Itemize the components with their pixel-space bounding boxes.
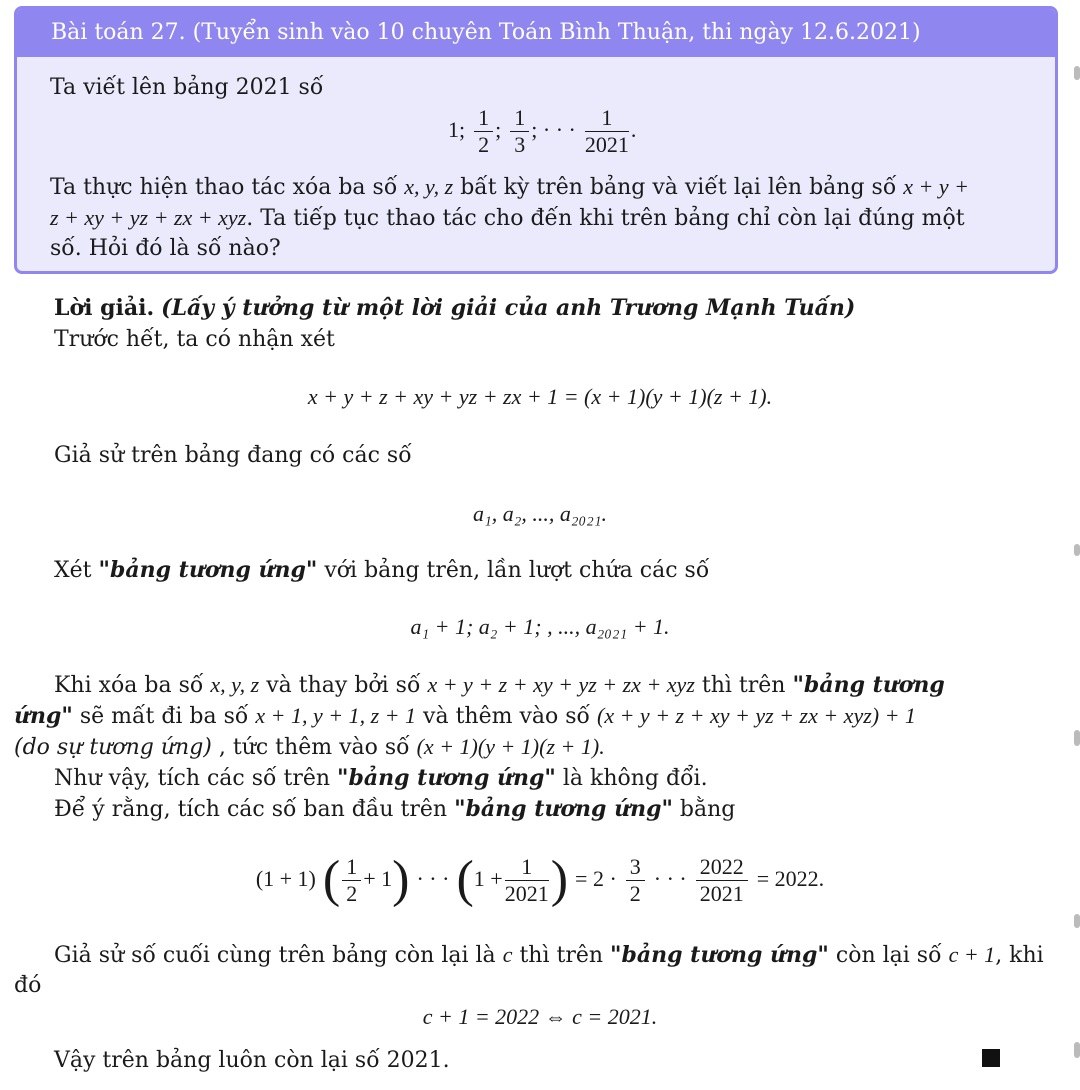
solution-heading: Lời giải. (Lấy ý tưởng từ một lời giải của anh Trương Mạnh Tuấn) xyxy=(54,295,856,321)
page-edge-mark xyxy=(1074,544,1080,556)
fraction-three-halves: $\frac{3}{2}$ xyxy=(626,854,645,907)
fraction-2022-over-2021: $\frac{2022}{2021}$ xyxy=(696,854,748,907)
solution-p3: Xét "bảng tương ứng" với bảng trên, lần lượt chứa các số xyxy=(54,557,710,583)
fraction-half: $\frac{1}{2}$ xyxy=(342,854,361,907)
equation-final: c + 1 = 2022 ⇔ c = 2021. xyxy=(422,1004,658,1029)
solution-p10: đó xyxy=(14,973,42,998)
page-edge-mark xyxy=(1074,1042,1080,1058)
problem-title: Bài toán 27. (Tuyển sinh vào 10 chuyên Toán Bình Thuận, thi ngày 12.6.2021) xyxy=(17,9,1055,57)
solution-p1: Trước hết, ta có nhận xét xyxy=(54,327,335,352)
problem-intro: Ta viết lên bảng 2021 số xyxy=(50,75,324,100)
fraction-one-half: $\frac{1}{2}$ xyxy=(474,105,493,158)
solution-p7: Như vậy, tích các số trên "bảng tương ứng" là không đổi. xyxy=(54,765,708,791)
qed-square-icon xyxy=(982,1049,1000,1067)
solution-p4: Khi xóa ba số x, y, z và thay bởi số x + y + z + xy + yz + zx + xyz thì trên "bảng tương xyxy=(54,672,945,698)
solution-p6: (do sự tương ứng) , tức thêm vào số (x + 1)(y + 1)(z + 1). xyxy=(14,734,605,760)
solution-p9: Giả sử số cuối cùng trên bảng còn lại là c thì trên "bảng tương ứng" còn lại số c + 1, khi xyxy=(54,942,1044,968)
equation-sequence-a: a₁, a₂, ..., a₂₀₂₁. xyxy=(473,501,607,526)
problem-line-3: số. Hỏi đó là số nào? xyxy=(50,236,281,261)
fraction-one-third: $\frac{1}{3}$ xyxy=(510,105,529,158)
problem-line-2: z + xy + yz + zx + xyz. Ta tiếp tục thao tác cho đến khi trên bảng chỉ còn lại đúng một xyxy=(50,205,965,231)
problem-line-1: Ta thực hiện thao tác xóa ba số x, y, z bất kỳ trên bảng và viết lại lên bảng số x + y + xyxy=(50,174,970,200)
solution-conclusion: Vậy trên bảng luôn còn lại số 2021. xyxy=(54,1048,450,1073)
solution-p2: Giả sử trên bảng đang có các số xyxy=(54,443,412,468)
page-edge-mark xyxy=(1074,66,1080,80)
solution-p5: ứng" sẽ mất đi ba số x + 1, y + 1, z + 1 và thêm vào số (x + y + z + xy + yz + zx + xyz) + 1 xyxy=(14,703,916,729)
fraction-one-over-2021: $\frac{1}{2021}$ xyxy=(584,104,629,157)
fraction-inverse-2021: $\frac{1}{2021}$ xyxy=(504,853,549,906)
page-edge-mark xyxy=(1074,914,1080,928)
page-edge-mark xyxy=(1074,730,1080,746)
equation-product: (1 + 1) ( $\frac{1}{2}$ + 1) · · · (1 + $\frac{1}{2021}$ ) = 2 · $\frac{3}{2}$ · · · $\frac{2022}{2021}$ = 2022. xyxy=(255,851,825,908)
equation-identity: x + y + z + xy + yz + zx + 1 = (x + 1)(y + 1)(z + 1). xyxy=(307,384,773,409)
equation-sequence-a-plus-1: a₁ + 1; a₂ + 1; , ..., a₂₀₂₁ + 1. xyxy=(410,614,670,639)
solution-p8: Để ý rằng, tích các số ban đầu trên "bảng tương ứng" bằng xyxy=(54,796,736,822)
number-sequence: 1; $\frac{1}{2}$ ; $\frac{1}{3}$ ; · · · $\frac{1}{2021}$ . xyxy=(448,104,637,157)
